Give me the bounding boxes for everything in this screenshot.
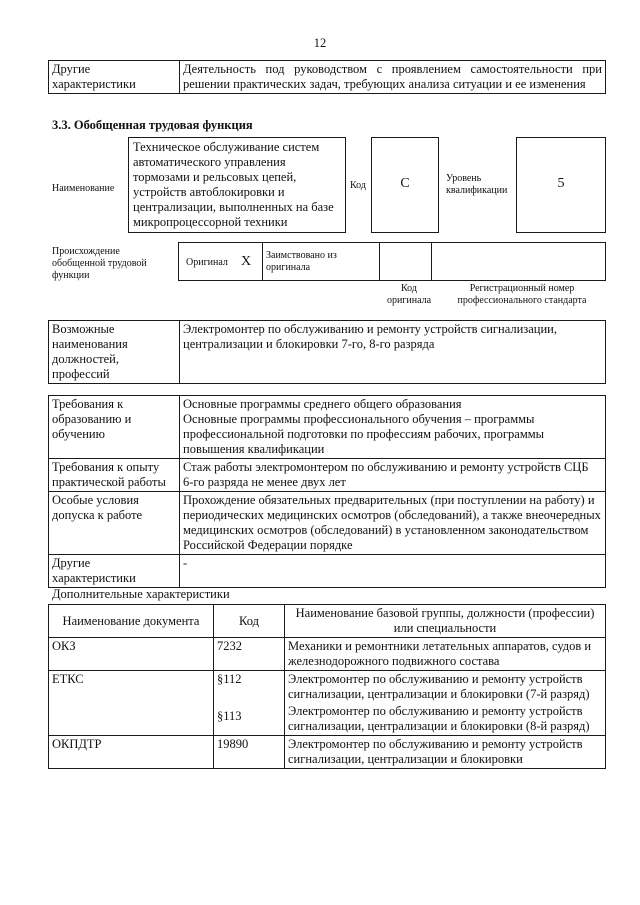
- level-box: [516, 137, 606, 233]
- additional-title: Дополнительные характеристики: [52, 587, 230, 601]
- function-name: Техническое обслуживание систем автоматического управления тормозами и рельсовых цепей, устройств автоблокировки и централизации, выполненных на базе микропроцессорной техники: [133, 140, 334, 229]
- reg-number-cell: [432, 243, 605, 280]
- code-cell: 19890: [214, 736, 285, 769]
- name-cell: Механики и ремонтники летательных аппаратов, судов и железнодорожного подвижного состава: [285, 638, 606, 671]
- doc-cell: ОКПДТР: [49, 736, 214, 769]
- requirement-value: Прохождение обязательных предварительных (при поступлении на работу) и периодических медицинских осмотров (обследований), а также внеочередных медицинских осмотров (обследований) в установленном законодательством Российской Федерации порядке: [180, 492, 606, 555]
- code-caption: Код оригинала: [386, 283, 432, 306]
- table-row: [49, 736, 606, 769]
- origin-row: [178, 242, 606, 281]
- top-label: Другие характеристики: [49, 61, 180, 94]
- positions-label: Возможные наименования должностей, профессий: [49, 321, 180, 384]
- table-row: [49, 492, 606, 555]
- section-heading: 3.3. Обобщенная трудовая функция: [52, 118, 253, 132]
- requirement-value: -: [180, 555, 606, 588]
- original-code-cell: [380, 243, 432, 280]
- requirements-table: [48, 395, 606, 588]
- code-label: Код: [350, 180, 366, 191]
- code-cell: 7232: [214, 638, 285, 671]
- column-header: Наименование базовой группы, должности (профессии) или специальности: [285, 605, 606, 638]
- code-cell: §112: [214, 671, 285, 704]
- name-cell: Электромонтер по обслуживанию и ремонту устройств сигнализации, централизации и блокировки (7-й разряд): [285, 671, 606, 704]
- borrowed-cell: [263, 243, 380, 280]
- positions-table: [48, 320, 606, 384]
- positions-value: Электромонтер по обслуживанию и ремонту устройств сигнализации, централизации и блокировки 7-го, 8-го разряда: [180, 321, 606, 384]
- column-header: Код: [214, 605, 285, 638]
- requirement-value: Стаж работы электромонтером по обслуживанию и ремонту устройств СЦБ 6-го разряда не менее двух лет: [180, 459, 606, 492]
- requirement-label: Требования к опыту практической работы: [49, 459, 180, 492]
- doc-cell: ОКЗ: [49, 638, 214, 671]
- level-label: Уровень квалификации: [446, 173, 508, 196]
- table-row: [49, 396, 606, 459]
- original-mark: X: [241, 254, 252, 269]
- original-label: Оригинал: [186, 257, 228, 268]
- level-value: 5: [557, 176, 565, 191]
- requirement-label: Особые условия допуска к работе: [49, 492, 180, 555]
- table-row: [49, 459, 606, 492]
- table-row: [49, 555, 606, 588]
- original-cell: [179, 243, 263, 280]
- borrowed-label: Заимствовано из оригинала: [266, 250, 337, 273]
- code-cell: §113: [214, 703, 285, 736]
- reg-caption: Регистрационный номер профессионального стандарта: [457, 283, 587, 306]
- doc-cell: ЕТКС: [49, 671, 214, 736]
- table-row: [49, 638, 606, 671]
- table-header-row: [49, 605, 606, 638]
- code-box: [371, 137, 439, 233]
- function-name-box: [128, 137, 346, 233]
- name-cell: Электромонтер по обслуживанию и ремонту устройств сигнализации, централизации и блокировки (8-й разряд): [285, 703, 606, 736]
- code-value: С: [400, 176, 410, 191]
- additional-table: [48, 604, 606, 769]
- top-value: Деятельность под руководством с проявлением самостоятельности при решении практических задач, требующих анализа ситуации и ее изменения: [180, 61, 606, 94]
- page-number: 12: [313, 36, 327, 50]
- requirement-label: Другие характеристики: [49, 555, 180, 588]
- name-cell: Электромонтер по обслуживанию и ремонту устройств сигнализации, централизации и блокировки: [285, 736, 606, 769]
- top-characteristics-table: [48, 60, 606, 94]
- name-label: Наименование: [52, 183, 115, 194]
- column-header: Наименование документа: [49, 605, 214, 638]
- origin-label: Происхождение обобщенной трудовой функции: [52, 246, 147, 281]
- requirement-label: Требования к образованию и обучению: [49, 396, 180, 459]
- table-row: [49, 671, 606, 704]
- requirement-value: Основные программы среднего общего образования Основные программы профессионального обучения – программы профессиональной подготовки по профессиям рабочих, программы повышения квалификации: [180, 396, 606, 459]
